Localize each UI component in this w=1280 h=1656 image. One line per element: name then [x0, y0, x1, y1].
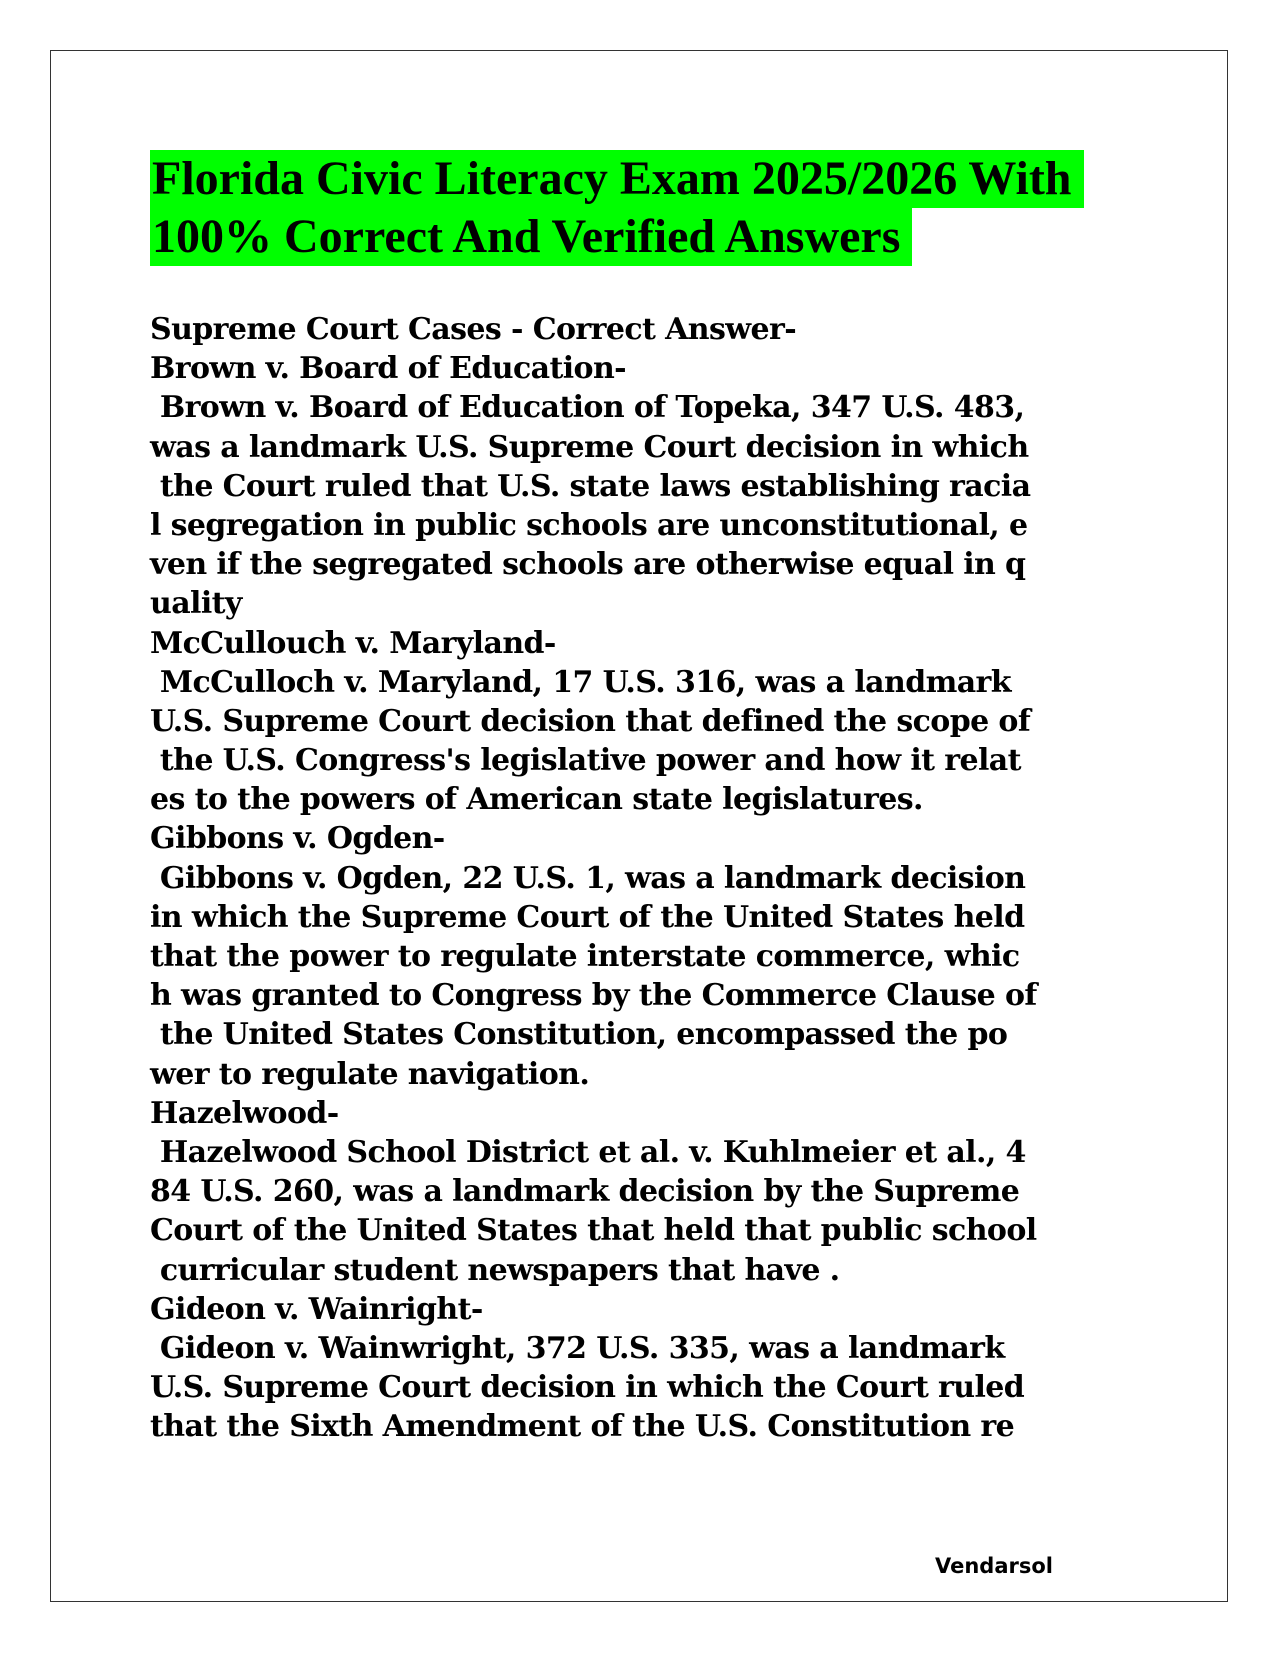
- footer-brand: Vendarsol: [935, 1554, 1053, 1578]
- body-line-17: that the power to regulate interstate commerce, whic: [150, 939, 1020, 974]
- body-line-9: McCullouch v. Maryland-: [150, 625, 556, 661]
- body-line-24: Court of the United States that held that public school: [150, 1213, 1037, 1249]
- body-line-27: Gideon v. Wainwright, 372 U.S. 335, was a landmark: [150, 1330, 1005, 1366]
- body-line-26: Gideon v. Wainright-: [150, 1291, 483, 1327]
- document-title: [150, 150, 1140, 266]
- body-line-23: 84 U.S. 260, was a landmark decision by the Supreme: [150, 1174, 1020, 1210]
- body-line-18: h was granted to Congress by the Commerce Clause of: [150, 978, 1037, 1014]
- body-line-13: es to the powers of American state legislatures.: [150, 782, 923, 818]
- body-line-5: the Court ruled that U.S. state laws establishing racia: [150, 468, 1031, 504]
- body-line-3: Brown v. Board of Education of Topeka, 347 U.S. 483,: [150, 390, 1025, 426]
- title-line-2: 100% Correct And Verified Answers: [150, 208, 912, 266]
- body-line-22: Hazelwood School District et al. v. Kuhlmeier et al., 4: [150, 1134, 1026, 1170]
- body-line-11: U.S. Supreme Court decision that defined the scope of: [150, 703, 1031, 739]
- body-line-28: U.S. Supreme Court decision in which the Court ruled: [150, 1370, 1025, 1406]
- body-line-1: Supreme Court Cases - Correct Answer-: [150, 312, 797, 347]
- body-line-6: l segregation in public schools are unconstitutional, e: [150, 507, 1028, 543]
- body-line-16: in which the Supreme Court of the United States held: [150, 899, 1025, 935]
- body-line-29: that the Sixth Amendment of the U.S. Constitution re: [150, 1409, 1015, 1445]
- body-line-19: the United States Constitution, encompassed the po: [150, 1017, 1008, 1053]
- body-line-8: uality: [150, 586, 242, 622]
- body-line-21: Hazelwood-: [150, 1095, 339, 1131]
- body-line-2: Brown v. Board of Education-: [150, 351, 627, 387]
- body-line-15: Gibbons v. Ogden, 22 U.S. 1, was a landmark decision: [150, 860, 1026, 896]
- body-line-4: was a landmark U.S. Supreme Court decision in which: [150, 429, 1029, 465]
- body-line-12: the U.S. Congress's legislative power and how it relat: [150, 743, 1021, 779]
- body-line-14: Gibbons v. Ogden-: [150, 821, 445, 857]
- document-body: [150, 310, 1160, 1446]
- body-line-20: wer to regulate navigation.: [150, 1056, 590, 1092]
- body-line-25: curricular student newspapers that have .: [150, 1252, 840, 1288]
- body-line-10: McCulloch v. Maryland, 17 U.S. 316, was a landmark: [150, 664, 1011, 700]
- title-line-1: Florida Civic Literacy Exam 2025/2026 With: [150, 150, 1084, 208]
- body-line-7: ven if the segregated schools are otherwise equal in q: [150, 547, 1026, 583]
